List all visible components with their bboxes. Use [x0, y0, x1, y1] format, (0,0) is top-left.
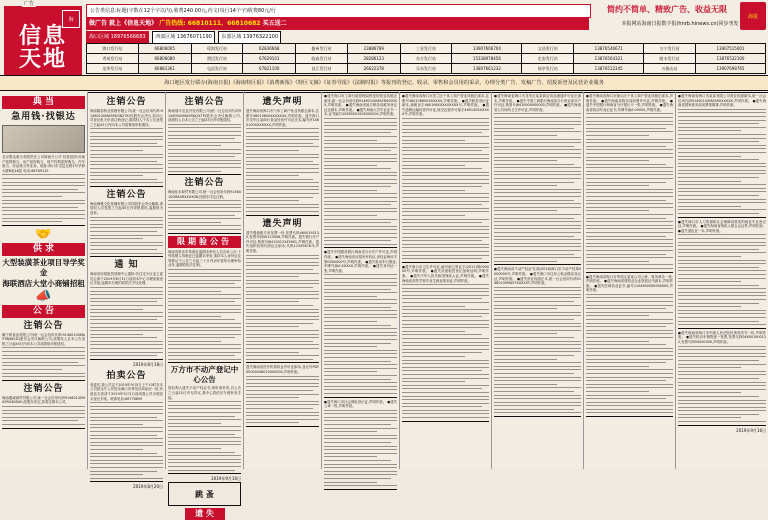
text-filler	[324, 118, 397, 245]
section-tile: 典 当	[2, 96, 85, 109]
notice-body	[678, 94, 766, 218]
divider	[324, 247, 397, 248]
notice-body-text: 遗失海南省海口市个体工商户营业执照正副本,注册号46010600XXXXXXX,声明作废。遗失海口市龙华区某商行食品经营许可证正本,编号JY1460100XXXXXXX,声明作废。	[246, 109, 319, 127]
divider	[90, 359, 163, 360]
notice-body	[246, 109, 319, 216]
col-1	[0, 92, 88, 469]
station-name: 乐东发行站	[400, 64, 452, 74]
publish-date: 2019年8月18日	[133, 361, 163, 367]
text-filler	[2, 174, 85, 222]
notice-title[interactable]: 拍卖公告	[106, 370, 147, 381]
notice-body-text: 海南省机动车驾驶证逾期未审验人员名单公告:下列驾驶人驾驶证已逾期未审验,请持本人身份证及驾驶证于公告之日起三十日内到车管所办理审验业务,逾期将依法注销。	[168, 249, 241, 268]
station-name: 昌江发行站	[296, 64, 348, 74]
phone-table-row	[87, 54, 766, 64]
notice-body	[168, 109, 241, 175]
text-filler	[324, 274, 397, 394]
lost-found-tag[interactable]: 遗 失	[185, 508, 225, 520]
promo-left: 做广告 就上《信息天地》	[89, 20, 158, 27]
station-name: 澄迈发行站	[191, 54, 243, 64]
text-filler	[402, 118, 489, 259]
divider	[678, 425, 766, 426]
notice-body	[586, 275, 673, 418]
notice-body-text: 受委托,我公司定于2019年9月5日上午10时在本公司拍卖厅公开拍卖海口市秀英区商品房一批,有意竞买者请于2019年9月3日前到我公司办理竞买登记手续。联系电话:66778899	[90, 382, 163, 401]
notice-body	[90, 383, 163, 482]
station-name: 东方发行站	[400, 54, 452, 64]
station-phone[interactable]: 66806080	[138, 54, 191, 64]
text-filler	[402, 284, 489, 418]
station-phone[interactable]: 62836668	[243, 44, 296, 54]
notice-body	[168, 190, 241, 234]
station-name: 临高发行站	[296, 54, 348, 64]
notice-body-text: ●遗失中国建设银行海南省分行开户许可证,声明作废。 ●遗失海南省房屋所有权证,房权证海房字第0000000号,声明作废。 ●遗失机动车行驶证,车牌号琼A·XXXXX,声明作废。 ●遗失身份证一张,声明作废。	[324, 250, 397, 273]
station-name: 三亚发行站	[400, 44, 452, 54]
notice-body	[678, 220, 766, 329]
station-phone[interactable]: 67629101	[243, 54, 296, 64]
text-filler	[678, 346, 766, 422]
station-name: 儋州发行站	[296, 44, 348, 54]
notice-body-text: ●遗失海南省海口市秀英区某某公司公章、财务章各一枚,声明作废。 ●遗失海南省建筑业企业资质证书副本,声明作废。 ●遗失医师执业证书,编号1104600000000000,声明作废。	[586, 274, 673, 293]
notice-body-text: ●遗失海口市人力资源和社会保障局核发的就业失业登记证,声明作废。 ●遗失海南省残疾人联合会证件,声明作废。 ●遗失退伍证一本,声明作废。	[678, 219, 766, 233]
notice-body	[678, 331, 766, 426]
notice-body	[402, 94, 489, 263]
region-row	[86, 31, 766, 42]
station-phone[interactable]: 26622378	[347, 64, 400, 74]
text-filler	[494, 113, 581, 261]
station-phone[interactable]: 13907698765	[695, 64, 765, 74]
notice-body-text: 遗失海南省医疗机构执业许可证副本,登记号PDY00000046010000000,声明作废。	[246, 365, 319, 374]
notice-title[interactable]: 遗失声明	[262, 218, 303, 229]
divider	[678, 217, 766, 218]
text-filler	[246, 128, 319, 212]
notice-body	[90, 272, 163, 360]
notice-title[interactable]: 注销公告	[184, 97, 225, 107]
notice-title[interactable]: 遗失声明	[262, 97, 303, 107]
notice-body-text: ●遗失海南省海口市某某有限公司营业执照副本,统一社会信用代码91460100MA5RXXXXXX,声明作废。 ●遗失海南省国家税务局发票领购簿,声明作废。	[678, 94, 766, 108]
station-phone[interactable]: 66881361	[138, 64, 191, 74]
ad-photo	[2, 125, 85, 153]
text-filler	[2, 406, 85, 425]
notice-title[interactable]: 注销公告	[106, 189, 147, 200]
station-name: 保亭发行站	[522, 64, 574, 74]
text-filler	[90, 402, 163, 478]
station-phone[interactable]: 13876546671	[574, 44, 644, 54]
section-tile: 公 告	[2, 305, 85, 318]
notice-body	[246, 365, 319, 427]
text-filler	[324, 410, 397, 486]
notice-body	[90, 109, 163, 187]
ad-subheadline[interactable]: 海联酒店大堂小商铺招租	[2, 278, 85, 288]
station-name: 屯昌发行站	[191, 64, 243, 74]
station-phone[interactable]: 13907515001	[695, 44, 765, 54]
text-filler	[246, 376, 319, 424]
divider	[402, 421, 489, 422]
station-name: 定安发行站	[522, 54, 574, 64]
rate-bar: 公告类信息:标题(字数在12个字以内),收费240.00元,内文(每行14个字)收费80元/行	[86, 4, 591, 18]
notice-body-text: 海南博雅文化传播有限公司经股东会决议解散,请债权人自见报之日起45日内申报债权,逾期视为放弃。	[90, 201, 163, 216]
promo-bar	[86, 17, 589, 30]
station-phone[interactable]: 23886789	[347, 44, 400, 54]
region-west[interactable]: 西部区域 13676071190	[152, 31, 215, 44]
notice-title[interactable]: 通 知	[114, 260, 139, 271]
notice-body	[2, 155, 85, 226]
divider	[494, 264, 581, 265]
notice-body	[2, 396, 85, 429]
col-3	[166, 92, 244, 519]
notice-body-text: ●遗失海口市卫生许可证,编号琼卫食证字(2011)第000000号,声明作废。 ●遗失房屋租赁登记备案证明,声明作废。 ●遗失中华人民共和国残疾人证,声明作废。 ●遗失海南省高等学校毕业生就业报到证,声明作废。	[402, 264, 489, 283]
ad-subheadline[interactable]: 大型装潢茶业项目导学奖金	[2, 257, 85, 277]
col-8	[584, 92, 676, 469]
notice-title[interactable]: 注销公告	[106, 97, 147, 107]
station-name: 琼海发行站	[191, 44, 243, 54]
station-name: 五指山站	[644, 64, 696, 74]
hotline-number: 66810111、66810682	[187, 20, 261, 27]
notice-body-text: 海南佳禾商贸有限公司,统一社会信用代码91460100MA5RXXXX0B,经股东决定注销。	[168, 190, 241, 199]
text-filler	[168, 200, 241, 230]
highlight-notice-title[interactable]: 限期验公告	[168, 236, 241, 248]
notice-body	[324, 250, 397, 397]
notice-body	[494, 94, 581, 265]
station-phone[interactable]: 66806005	[138, 44, 191, 54]
distribution-phone-table	[86, 43, 766, 74]
divider	[2, 380, 85, 381]
text-filler	[168, 269, 241, 360]
notice-body-text: 椰子树食品有限公司(统一社会信用代码:91460100MA5T8J6K1D)股东会决议解散公司,请债权人自本公告见报之日起45日内向本公司清算组申报债权。	[2, 332, 85, 346]
divider	[90, 256, 163, 257]
divider	[246, 362, 319, 363]
notice-body	[90, 202, 163, 257]
notice-body	[324, 94, 397, 248]
notice-body-text: 海南瑞丰农业开发有限公司(统一社会信用代码91460000MA5RKJ2X7P)股东会决议解散公司,请债权人自本公告之日起45日内申报债权。	[168, 109, 241, 123]
station-phone[interactable]: 13907606704	[452, 44, 522, 54]
logo-line-2: 天地	[18, 47, 67, 72]
logo-line-1: 信息	[18, 23, 67, 49]
text-filler	[90, 217, 163, 254]
notice-body-text: 北京银达典当有限责任公司海南分公司 经营范围:房地产抵押典当、动产质押典当、财产权利质押典当、汽车典当、民品典当等业务。地址:海口市龙昆北路2号华润大厦B座18层 电话:66789110	[2, 155, 85, 173]
text-filler	[494, 287, 581, 414]
station-name: 海口发行站	[87, 44, 139, 54]
divider	[402, 262, 489, 263]
notice-title[interactable]: 万方市不动产登记中心公告	[170, 365, 239, 385]
divider	[324, 489, 397, 490]
notice-body-text: ●遗失海南省海口市中级人民法院民事判决书一份,声明作废。 ●遗失机动车销售统一发票,发票代码046001900122,发票号码00000000,声明作废。	[678, 330, 766, 344]
classified-columns	[0, 92, 768, 519]
text-filler	[90, 287, 163, 356]
section-tile: 供 求	[2, 243, 85, 256]
notice-body-text: ●遗失海南省不动产权证书,琼(2018)海口市不动产权第0000000号,声明作废。 ●遗失海口市住房公积金缴存登记证,声明作废。 ●遗失营业执照正本,统一社会信用代码91460100MA5TXXXX5Y,声明作废。	[494, 267, 581, 286]
station-name: 龙华发行站	[87, 64, 139, 74]
notice-body-text: 海南鑫诚商贸有限公司,统一社会信用代码91460100MA5RX4K8XH,经股东决定,拟将注销本公司。	[2, 395, 85, 405]
station-name: 文昌发行站	[522, 44, 574, 54]
seal-icon: 海	[62, 10, 80, 28]
divider	[90, 186, 163, 187]
notice-body	[402, 265, 489, 422]
slogan: 简约不简单、精致广告、收益无限	[607, 5, 727, 14]
text-filler	[678, 109, 766, 214]
station-name: 万宁发行站	[644, 44, 696, 54]
slogan-sub: 本报网站海南日报数字报(hnrb.hinews.cn)同步刊发	[621, 21, 739, 27]
col-7	[492, 92, 584, 469]
fan-icon: 海报	[740, 2, 766, 30]
notice-body-text: ●遗失海南省海口市美兰区个体工商户营业执照正副本,注册号460108600XXXXXX,声明作废。 ●遗失税务登记证副本,琼税登字460106XXXXXXXXX号,声明作废。 ●遗失道路运输经营许可证,琼交运管许可琼字460100XXXXXX号,声明作废。	[402, 94, 489, 117]
col-5	[322, 92, 400, 469]
col-9	[676, 92, 768, 469]
divider	[586, 416, 673, 417]
text-filler	[586, 113, 673, 269]
text-filler	[246, 255, 319, 360]
logo-caption: 广告	[24, 1, 35, 7]
notice-body	[324, 400, 397, 490]
notice-body-text: 海南省房屋租赁管理中心通知:各住宅小区业主委员会请于2019年8月31日前到本中心办理备案登记手续,逾期未办理的将依法予以处理。	[90, 272, 163, 286]
phone-table-row	[87, 44, 766, 54]
divider	[2, 428, 85, 429]
notice-body	[586, 94, 673, 273]
hotline-label: 广告热线:	[159, 20, 186, 27]
notice-body-text: ●遗失海口市社会保险登记证,声明作废。 ●遗失公章一枚,声明作废。	[324, 399, 397, 409]
promo-right: 买五送二	[262, 20, 287, 27]
divider	[494, 416, 581, 417]
notice-body-text: ●遗失海口市工商行政管理局核发的营业执照正副本,统一社会信用代码91460100MA5R0000XX,声明作废。 ●遗失海南省地方税务局税务登记证正副本,声明作废。 ●遗失海南大学毕业证书一本,证书编号10589201905000000,声明作废。	[324, 94, 397, 117]
divider	[2, 225, 85, 226]
text-filler	[90, 128, 163, 183]
notice-body-text: ●遗失海南省海口市琼山区个体工商户营业执照正副本,声明作废。 ●遗失海南省物价局收费许可证,声明作废。 ●遗失中国银行海南省分行银行卡一张,声明作废。 ●遗失海南省机动车登记证书,车牌号琼A·00000,声明作废。	[586, 94, 673, 112]
region-east[interactable]: 东部区域 13976322100	[218, 31, 281, 44]
station-phone[interactable]: 13876564321	[574, 54, 644, 64]
ad-headline[interactable]: 急用钱·找银达	[11, 112, 76, 122]
handshake-icon: 🤝	[35, 226, 52, 242]
divider	[90, 481, 163, 482]
notice-title[interactable]: 注销公告	[184, 178, 225, 189]
divider	[586, 272, 673, 273]
station-phone[interactable]: 13876512345	[574, 64, 644, 74]
notice-body-text: 因权利人遗失不动产权证书,现申请补发,自公告之日起15日内无异议,我中心将依法办理补发手续。	[168, 386, 241, 400]
divider	[678, 328, 766, 329]
notice-body	[168, 250, 241, 364]
col-2	[88, 92, 166, 490]
notice-body-text: 海南隆泰物业管理有限公司(统一社会信用代码:91460100MA5RD3N27K)经股东会决议,拟向公司登记机关申请注销登记,请债权人于本公告登报之日起45日内向本公司清算组申报债权。	[90, 109, 163, 127]
notice-body-text: 遗失增值税专用发票一份,发票代码4600193130,发票号码00123456,声明作废。遗失银行开户许可证,核准号J6410012345601,声明作废。遗失组织机构代码证正副本,代码12345678-9,声明作废。	[246, 230, 319, 253]
phone-table-row	[87, 64, 766, 74]
divider	[246, 215, 319, 216]
flea-market-badge[interactable]: 跳 蚤	[168, 482, 241, 506]
publish-date: 2019年8月20日	[133, 484, 163, 490]
notice-body	[168, 386, 241, 474]
notice-title[interactable]: 注销公告	[23, 320, 64, 331]
notice-strip: 海口地区发行联办(海南日报)《海南特区报》《消费新报》《特区文摘》《证券导报》《法制时报》等报刊的登记、收录、零售和会员用的采录、办理分类广告、发稿广告、招投诉登及民营企业服务	[0, 75, 768, 91]
text-filler	[2, 347, 85, 377]
divider	[168, 233, 241, 234]
station-phone[interactable]: 13876532100	[695, 54, 765, 64]
notice-body-text: ●遗失海南省海口市龙华区某某商店食品流通许可证正副本,声明作废。 ●遗失中国工商银行海南省分行营业部开户许可证,核准号J6410000000000,声明作废。 ●遗失海南省公共场所卫生许可证,声明作废。	[494, 94, 581, 112]
text-filler	[168, 124, 241, 172]
divider	[168, 473, 241, 474]
station-phone[interactable]: 15338978456	[452, 54, 522, 64]
station-phone[interactable]: 67821100	[243, 64, 296, 74]
divider	[168, 362, 241, 363]
notice-body	[494, 267, 581, 417]
station-name: 秀英发行站	[87, 54, 139, 64]
divider	[246, 426, 319, 427]
station-name: 陵水发行站	[644, 54, 696, 64]
notice-body	[246, 231, 319, 364]
handshake-icon: 📣	[35, 288, 52, 304]
notice-body	[2, 333, 85, 381]
divider	[324, 397, 397, 398]
notice-title[interactable]: 注销公告	[23, 383, 64, 394]
station-phone[interactable]: 28286123	[347, 54, 400, 64]
publish-date: 2019年9月16日	[736, 427, 766, 433]
col-6	[400, 92, 492, 469]
text-filler	[678, 234, 766, 325]
divider	[168, 174, 241, 175]
region-haikou[interactable]: 海口区域 18976566683	[86, 31, 149, 44]
text-filler	[168, 401, 241, 470]
col-4	[244, 92, 322, 469]
publish-date: 2019年9月16日	[211, 476, 241, 482]
text-filler	[586, 294, 673, 414]
station-phone[interactable]: 13807661232	[452, 64, 522, 74]
